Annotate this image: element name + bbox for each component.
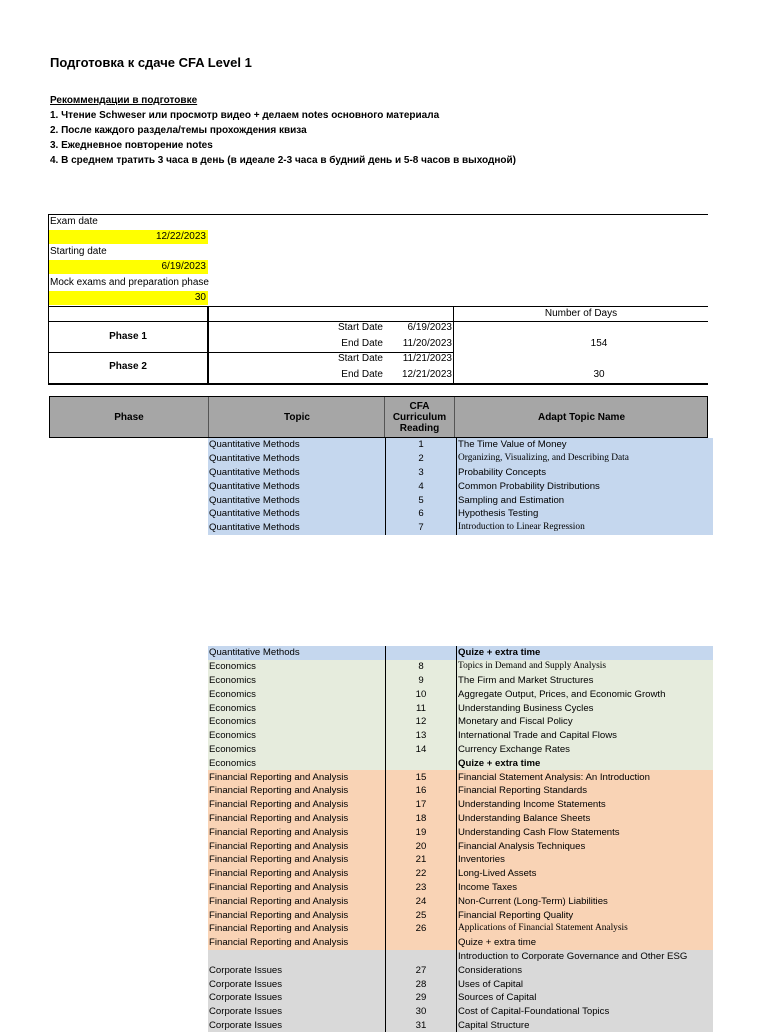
phase-column-header: Phase [114, 411, 144, 423]
reading-cell[interactable]: 8 [386, 660, 457, 674]
reading-cell[interactable]: 20 [386, 839, 457, 853]
table-row[interactable] [49, 674, 713, 688]
topic-name-cell[interactable]: Understanding Balance Sheets [457, 812, 714, 826]
topic-cell[interactable]: Financial Reporting and Analysis [208, 839, 386, 853]
reading-cell[interactable]: 30 [386, 1005, 457, 1019]
topic-name-cell[interactable]: Considerations [457, 963, 714, 977]
topic-cell[interactable]: Financial Reporting and Analysis [208, 922, 386, 936]
topic-name-cell[interactable]: International Trade and Capital Flows [457, 729, 714, 743]
topic-cell[interactable]: Financial Reporting and Analysis [208, 812, 386, 826]
reading-cell[interactable]: 1 [386, 438, 457, 452]
table-row[interactable] [49, 743, 713, 757]
reading-cell[interactable]: 2 [386, 452, 457, 466]
phase-cell[interactable] [49, 479, 208, 493]
phase-cell[interactable] [49, 894, 208, 908]
table-row[interactable] [49, 798, 713, 812]
starting-date-label: Starting date [50, 246, 107, 257]
phase-cell[interactable] [49, 908, 208, 922]
phase1-start-label: Start Date [337, 322, 383, 333]
reading-cell[interactable]: 10 [386, 687, 457, 701]
topic-cell[interactable]: Quantitative Methods [208, 438, 386, 452]
table-row[interactable] [49, 963, 713, 977]
phase-cell[interactable] [49, 756, 208, 770]
table-row[interactable] [49, 936, 713, 950]
phase-cell[interactable] [49, 963, 208, 977]
phase1-start-date[interactable]: 6/19/2023 [407, 322, 452, 333]
table-row[interactable] [49, 770, 713, 784]
topic-cell[interactable]: Financial Reporting and Analysis [208, 908, 386, 922]
topic-cell[interactable] [208, 950, 386, 964]
phase-cell[interactable] [49, 867, 208, 881]
reading-cell[interactable]: 27 [386, 963, 457, 977]
phase-cell[interactable] [49, 1019, 208, 1032]
phase-cell[interactable] [49, 452, 208, 466]
phase2-start-label: Start Date [337, 353, 383, 364]
reading-cell[interactable]: 14 [386, 743, 457, 757]
topic-name-cell[interactable]: Common Probability Distributions [457, 479, 714, 493]
table-row[interactable] [49, 1019, 713, 1032]
reading-cell[interactable]: 13 [386, 729, 457, 743]
reading-cell[interactable]: 31 [386, 1019, 457, 1032]
divider [48, 306, 708, 307]
table-row[interactable] [49, 1005, 713, 1019]
topic-name-cell[interactable]: Monetary and Fiscal Policy [457, 715, 714, 729]
table-row[interactable] [49, 687, 713, 701]
topic-cell[interactable]: Financial Reporting and Analysis [208, 825, 386, 839]
reading-cell[interactable]: 23 [386, 881, 457, 895]
phase-cell[interactable] [49, 770, 208, 784]
phase-cell[interactable] [49, 839, 208, 853]
topic-name-cell[interactable]: Capital Structure [457, 1019, 714, 1032]
table-row[interactable] [49, 729, 713, 743]
topic-name-cell[interactable]: Currency Exchange Rates [457, 743, 714, 757]
phase-cell[interactable] [49, 784, 208, 798]
schedule-table-top [49, 438, 713, 535]
phase1-end-label: End Date [341, 338, 383, 349]
reading-cell[interactable]: 11 [386, 701, 457, 715]
reading-cell[interactable]: 17 [386, 798, 457, 812]
topic-name-cell[interactable]: Non-Current (Long-Term) Liabilities [457, 894, 714, 908]
topic-cell[interactable]: Economics [208, 729, 386, 743]
phase-cell[interactable] [49, 922, 208, 936]
reading-cell[interactable]: 3 [386, 466, 457, 480]
topic-cell[interactable]: Financial Reporting and Analysis [208, 770, 386, 784]
table-row[interactable] [49, 991, 713, 1005]
topic-cell[interactable]: Corporate Issues [208, 963, 386, 977]
phase-cell[interactable] [49, 466, 208, 480]
topic-cell[interactable]: Economics [208, 660, 386, 674]
table-row[interactable] [49, 701, 713, 715]
page-title: Подготовка к сдаче CFA Level 1 [50, 55, 252, 70]
topic-cell[interactable]: Corporate Issues [208, 991, 386, 1005]
phase-cell[interactable] [49, 743, 208, 757]
table-row[interactable] [49, 438, 713, 452]
reading-cell[interactable] [386, 646, 457, 660]
mock-exams-label: Mock exams and preparation phase [50, 277, 209, 288]
topic-name-cell[interactable]: Aggregate Output, Prices, and Economic Growth [457, 687, 714, 701]
recommendation-item: 1. Чтение Schweser или просмотр видео + делаем notes основного материала [50, 110, 440, 121]
topic-cell[interactable]: Financial Reporting and Analysis [208, 881, 386, 895]
recommendation-item: 2. После каждого раздела/темы прохождения квиза [50, 125, 307, 136]
divider [48, 383, 708, 385]
mock-exams-value[interactable]: 30 [49, 291, 208, 305]
phase-cell[interactable] [49, 1005, 208, 1019]
number-of-days-header: Number of Days [544, 308, 618, 319]
phase-cell[interactable] [49, 812, 208, 826]
phase-cell[interactable] [49, 687, 208, 701]
topic-name-cell[interactable]: Financial Reporting Quality [457, 908, 714, 922]
phase1-end-date[interactable]: 11/20/2023 [402, 338, 452, 349]
table-row[interactable] [49, 479, 713, 493]
reading-cell[interactable] [386, 936, 457, 950]
phase-cell[interactable] [49, 660, 208, 674]
reading-cell[interactable]: 12 [386, 715, 457, 729]
topic-name-cell[interactable]: Understanding Business Cycles [457, 701, 714, 715]
phase-cell[interactable] [49, 493, 208, 507]
table-row[interactable] [49, 646, 713, 660]
topic-cell[interactable]: Financial Reporting and Analysis [208, 894, 386, 908]
topic-name-cell[interactable]: Long-Lived Assets [457, 867, 714, 881]
phase-cell[interactable] [49, 438, 208, 452]
reading-cell[interactable]: 26 [386, 922, 457, 936]
phase1-label: Phase 1 [109, 331, 147, 342]
reading-cell[interactable]: 4 [386, 479, 457, 493]
table-row[interactable] [49, 715, 713, 729]
table-row[interactable] [49, 452, 713, 466]
phase-cell[interactable] [49, 701, 208, 715]
reading-cell[interactable]: 22 [386, 867, 457, 881]
topic-name-cell[interactable]: Hypothesis Testing [457, 507, 714, 521]
reading-cell[interactable]: 21 [386, 853, 457, 867]
topic-name-cell[interactable]: Financial Analysis Techniques [457, 839, 714, 853]
table-row[interactable] [49, 867, 713, 881]
topic-cell[interactable]: Financial Reporting and Analysis [208, 936, 386, 950]
topic-name-cell[interactable]: Quize + extra time [457, 646, 714, 660]
topic-name-cell[interactable]: The Time Value of Money [457, 438, 714, 452]
topic-name-cell[interactable]: Sampling and Estimation [457, 493, 714, 507]
topic-cell[interactable]: Financial Reporting and Analysis [208, 798, 386, 812]
topic-cell[interactable]: Economics [208, 715, 386, 729]
table-row[interactable] [49, 977, 713, 991]
topic-name-cell[interactable]: Introduction to Linear Regression [457, 521, 714, 535]
topic-cell[interactable]: Economics [208, 687, 386, 701]
phase-cell[interactable] [49, 729, 208, 743]
topic-name-cell[interactable]: Income Taxes [457, 881, 714, 895]
topic-cell[interactable]: Corporate Issues [208, 1005, 386, 1019]
reading-cell[interactable]: 15 [386, 770, 457, 784]
table-row[interactable] [49, 853, 713, 867]
topic-cell[interactable]: Economics [208, 674, 386, 688]
phase-cell[interactable] [49, 715, 208, 729]
phase2-label: Phase 2 [109, 361, 147, 372]
topic-name-cell[interactable]: Uses of Capital [457, 977, 714, 991]
topic-cell[interactable]: Quantitative Methods [208, 479, 386, 493]
table-row[interactable] [49, 894, 713, 908]
phase-cell[interactable] [49, 991, 208, 1005]
topic-name-cell[interactable]: Understanding Cash Flow Statements [457, 825, 714, 839]
topic-name-cell[interactable]: Organizing, Visualizing, and Describing Data [457, 452, 714, 466]
schedule-table-bottom [49, 646, 713, 1032]
topic-cell[interactable]: Economics [208, 701, 386, 715]
reading-cell[interactable]: 25 [386, 908, 457, 922]
phase-cell[interactable] [49, 881, 208, 895]
topic-name-cell[interactable]: Applications of Financial Statement Analysis [457, 922, 714, 936]
reading-cell[interactable]: 24 [386, 894, 457, 908]
reading-column-header: CFA Curriculum Reading [384, 397, 454, 437]
topic-name-cell[interactable]: Financial Statement Analysis: An Introduction [457, 770, 714, 784]
topic-name-cell[interactable]: Quize + extra time [457, 756, 714, 770]
table-row[interactable] [49, 908, 713, 922]
topic-name-cell[interactable]: Financial Reporting Standards [457, 784, 714, 798]
phase-cell[interactable] [49, 674, 208, 688]
phase2-days: 30 [593, 369, 605, 380]
reading-cell[interactable]: 28 [386, 977, 457, 991]
phase-cell[interactable] [49, 950, 208, 964]
topic-name-cell[interactable]: Sources of Capital [457, 991, 714, 1005]
reading-cell[interactable]: 7 [386, 521, 457, 535]
exam-date-label: Exam date [50, 216, 98, 227]
topic-cell[interactable]: Quantitative Methods [208, 507, 386, 521]
table-row[interactable] [49, 466, 713, 480]
table-row[interactable] [49, 660, 713, 674]
recommendation-item: 3. Ежедневное повторение notes [50, 140, 213, 151]
phase-cell[interactable] [49, 646, 208, 660]
reading-cell[interactable]: 9 [386, 674, 457, 688]
reading-cell[interactable]: 16 [386, 784, 457, 798]
topic-name-cell[interactable]: Probability Concepts [457, 466, 714, 480]
topic-cell[interactable]: Financial Reporting and Analysis [208, 853, 386, 867]
table-row[interactable] [49, 507, 713, 521]
topic-cell[interactable]: Financial Reporting and Analysis [208, 784, 386, 798]
topic-name-cell[interactable]: Understanding Income Statements [457, 798, 714, 812]
table-row[interactable] [49, 756, 713, 770]
phase-cell[interactable] [49, 521, 208, 535]
topic-name-cell[interactable]: The Firm and Market Structures [457, 674, 714, 688]
recommendation-item: 4. В среднем тратить 3 часа в день (в идеале 2-3 часа в будний день и 5-8 часов в выходной) [50, 155, 516, 166]
topic-name-cell[interactable]: Inventories [457, 853, 714, 867]
topic-cell[interactable]: Financial Reporting and Analysis [208, 867, 386, 881]
adapt-topic-column-header: Adapt Topic Name [454, 397, 708, 437]
reading-cell[interactable]: 6 [386, 507, 457, 521]
phase-cell[interactable] [49, 507, 208, 521]
topic-cell[interactable]: Corporate Issues [208, 977, 386, 991]
table-row[interactable] [49, 950, 713, 964]
reading-cell[interactable] [386, 950, 457, 964]
topic-cell[interactable]: Corporate Issues [208, 1019, 386, 1032]
topic-name-cell[interactable]: Topics in Demand and Supply Analysis [457, 660, 714, 674]
phase-cell[interactable] [49, 977, 208, 991]
topic-name-cell[interactable]: Introduction to Corporate Governance and Other ESG [457, 950, 714, 964]
table-row[interactable] [49, 784, 713, 798]
reading-cell[interactable]: 5 [386, 493, 457, 507]
table-row[interactable] [49, 812, 713, 826]
reading-cell[interactable] [386, 756, 457, 770]
topic-column-header: Topic [208, 397, 385, 437]
phase2-start-date[interactable]: 11/21/2023 [402, 353, 452, 364]
topic-cell[interactable]: Quantitative Methods [208, 646, 386, 660]
table-row[interactable] [49, 881, 713, 895]
table-row[interactable] [49, 493, 713, 507]
reading-cell[interactable]: 18 [386, 812, 457, 826]
topic-cell[interactable]: Economics [208, 743, 386, 757]
topic-cell[interactable]: Quantitative Methods [208, 521, 386, 535]
starting-date-cell[interactable]: 6/19/2023 [49, 260, 208, 274]
table-row[interactable] [49, 825, 713, 839]
reading-cell[interactable]: 29 [386, 991, 457, 1005]
table-row[interactable] [49, 521, 713, 535]
phase2-end-date[interactable]: 12/21/2023 [401, 369, 452, 380]
reading-cell[interactable]: 19 [386, 825, 457, 839]
topic-cell[interactable]: Quantitative Methods [208, 452, 386, 466]
table-row[interactable] [49, 922, 713, 936]
table-row[interactable] [49, 839, 713, 853]
phase-cell[interactable] [49, 825, 208, 839]
phase2-end-label: End Date [341, 369, 383, 380]
topic-cell[interactable]: Quantitative Methods [208, 493, 386, 507]
topic-cell[interactable]: Quantitative Methods [208, 466, 386, 480]
phase-cell[interactable] [49, 798, 208, 812]
topic-name-cell[interactable]: Cost of Capital-Foundational Topics [457, 1005, 714, 1019]
exam-date-cell[interactable]: 12/22/2023 [49, 230, 208, 244]
phase-cell[interactable] [49, 853, 208, 867]
divider [48, 214, 708, 215]
phase1-days: 154 [590, 338, 608, 349]
topic-name-cell[interactable]: Quize + extra time [457, 936, 714, 950]
phase-cell[interactable] [49, 936, 208, 950]
recommendations-heading: Рекоммендации в подготовке [50, 95, 198, 106]
topic-cell[interactable]: Economics [208, 756, 386, 770]
schedule-header [49, 396, 708, 438]
